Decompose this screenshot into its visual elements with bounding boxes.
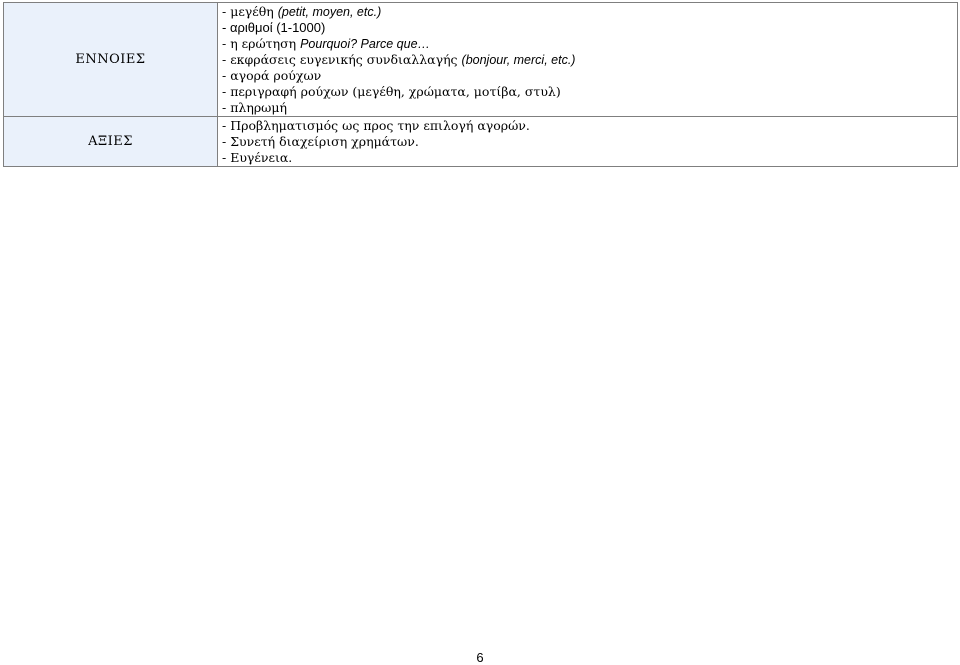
list-item: - μεγέθη (petit, moyen, etc.): [222, 4, 382, 19]
row-label-concepts: [4, 3, 218, 117]
page-number: 6: [476, 650, 484, 665]
list-item: - Προβληματισμός ως προς την επιλογή αγορών.: [222, 118, 530, 133]
list-item: - εκφράσεις ευγενικής συνδιαλλαγής (bonjour, merci, etc.): [222, 52, 576, 67]
list-item: - Συνετή διαχείριση χρημάτων.: [222, 134, 419, 149]
list-item: - Ευγένεια.: [222, 150, 293, 165]
row-content-concepts: [218, 3, 958, 117]
list-item: - περιγραφή ρούχων (μεγέθη, χρώματα, μοτίβα, στυλ): [222, 84, 561, 99]
list-item: - αριθμοί (1-1000): [222, 20, 326, 35]
row-label-values: [4, 117, 218, 167]
content-table: [3, 2, 958, 167]
list-item: - η ερώτηση Pourquoi? Parce que…: [222, 36, 431, 51]
table-row-values: [4, 117, 958, 167]
row-content-values: [218, 117, 958, 167]
list-item: - πληρωμή: [222, 100, 287, 115]
table-row-concepts: [4, 3, 958, 117]
row-label-text: ΕΝΝΟΙΕΣ: [75, 52, 146, 67]
list-item: - αγορά ρούχων: [222, 68, 322, 83]
row-label-text: ΑΞΙΕΣ: [88, 134, 133, 149]
